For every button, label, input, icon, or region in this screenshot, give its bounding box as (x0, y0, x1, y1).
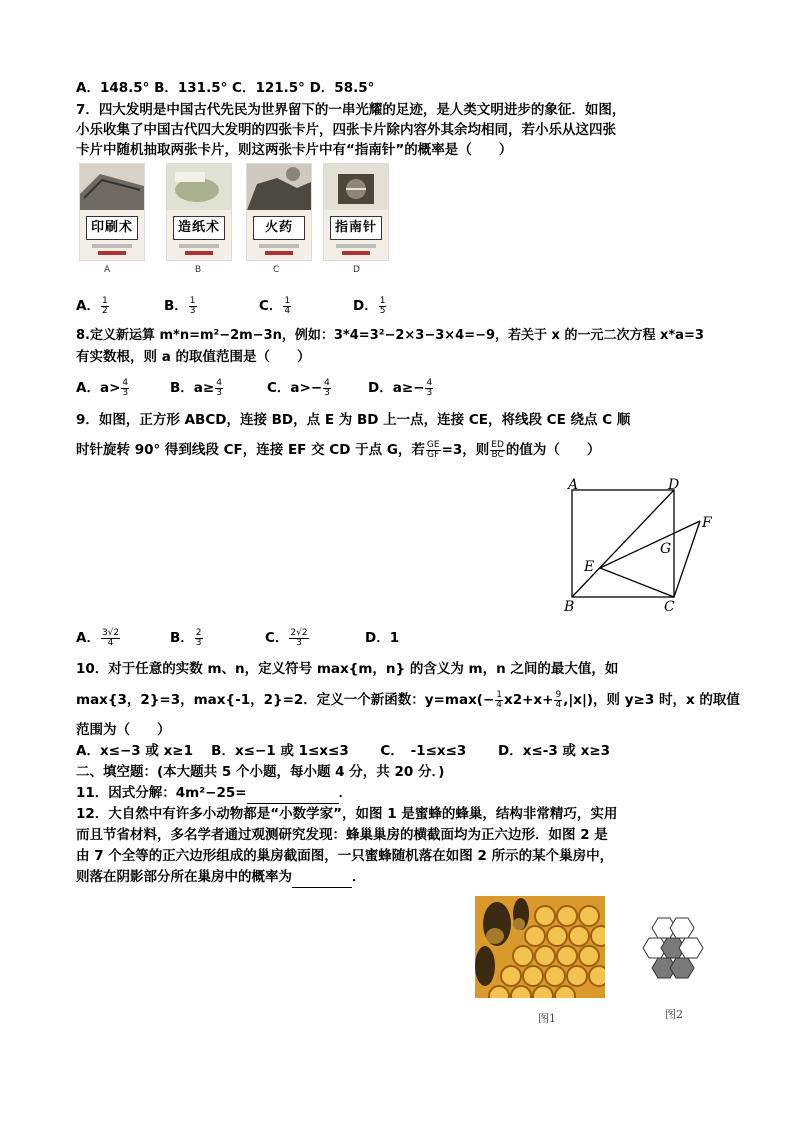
q9-line2-text: =3，则 (441, 442, 490, 458)
card-compass (323, 163, 389, 261)
q12-line1: 12．大自然中有许多小动物都是“小数学家”，如图 1 是蜜蜂的蜂巢，结构非常精巧，实用 (76, 806, 618, 822)
numerator: 9 (555, 689, 562, 700)
q7-option-c[interactable] (259, 296, 292, 316)
q9-option-b[interactable] (170, 628, 204, 648)
numerator: GE (426, 439, 440, 450)
q8-option-b[interactable] (170, 378, 224, 398)
option-letter: B． (170, 380, 194, 396)
option-prefix: a≥ (193, 380, 215, 396)
q9-line2-text: 时针旋转 90° 得到线段 CF，连接 EF 交 CD 于点 G，若 (76, 442, 425, 458)
fraction (554, 691, 562, 710)
hexagon-cells-figure (636, 916, 718, 986)
q10-line2-text: max{3，2}=3，max{-1，2}=2．定义一个新函数：y=max(− (76, 692, 495, 708)
card-logo (265, 251, 293, 255)
fraction (323, 379, 331, 398)
fraction (101, 297, 109, 316)
card-subtitle (336, 244, 376, 248)
option-letter: D． (365, 630, 390, 646)
q11-end: ． (338, 785, 353, 801)
fraction (189, 297, 197, 316)
fraction (215, 379, 223, 398)
denominator: 3 (296, 637, 302, 648)
option-letter: B． (164, 298, 188, 314)
q12-answer-blank[interactable] (292, 867, 352, 888)
paper-image (167, 164, 231, 210)
q6-options: A．148.5° B．131.5° C．121.5° D．58.5° (76, 80, 375, 96)
fraction (289, 629, 308, 648)
option-letter: A． (76, 380, 100, 396)
denominator: 3 (426, 387, 433, 398)
fraction (379, 297, 387, 316)
numerator: 1 (379, 295, 386, 306)
numerator: 4 (324, 377, 330, 388)
point-d-label: D (668, 477, 680, 493)
q7-line2: 小乐收集了中国古代四大发明的四张卡片，四张卡片除内容外其余均相同，若小乐从这四张 (76, 122, 616, 138)
ratio-ed-bc (490, 441, 505, 460)
card-title: 指南针 (330, 216, 382, 240)
q10-line2 (76, 690, 740, 710)
denominator: 5 (379, 305, 386, 316)
option-letter: D． (353, 298, 378, 314)
q11 (76, 783, 352, 804)
numerator: 1 (284, 295, 291, 306)
q9-option-a[interactable] (76, 628, 121, 648)
square-geometry-figure (560, 475, 720, 615)
numerator: 4 (122, 377, 129, 388)
option-letter: B． (170, 630, 194, 646)
numerator: 2√2 (290, 627, 308, 638)
q12-line3: 由 7 个全等的正六边形组成的巢房截面图，一只蜜蜂随机落在如图 2 所示的某个巢房中， (76, 848, 614, 864)
q12-end: ． (352, 869, 366, 885)
q9-option-c[interactable] (265, 628, 310, 648)
q11-text: 11．因式分解：4m²−25= (76, 785, 247, 801)
option-letter: C． (259, 298, 283, 314)
q7-option-a[interactable] (76, 296, 110, 316)
q7-option-d[interactable] (353, 296, 387, 316)
point-g-label: G (660, 541, 672, 557)
card-label-b: B (195, 265, 202, 275)
denominator: 3 (195, 637, 202, 648)
compass-image (324, 164, 388, 210)
card-logo (185, 251, 213, 255)
q12-line2: 而且节省材料，多名学者通过观测研究发现：蜂巢巢房的横截面均为正六边形．如图 2 是 (76, 827, 608, 843)
q10-line2-text: ,|x|)，则 y≥3 时，x 的取值 (563, 692, 740, 708)
card-logo (342, 251, 370, 255)
option-letter: A． (76, 298, 100, 314)
fraction (101, 629, 120, 648)
q8-option-d[interactable] (368, 378, 434, 398)
option-letter: C． (267, 380, 291, 396)
q9-line2 (76, 440, 600, 460)
fraction (495, 691, 503, 710)
fig1-label: 图1 (538, 1012, 556, 1025)
q10-line2-text: x2+x+ (504, 692, 554, 708)
numerator: 1 (101, 295, 108, 306)
option-value: 1 (389, 630, 400, 646)
numerator: 4 (216, 377, 222, 388)
denominator: 3 (324, 387, 330, 398)
printing-image (80, 164, 144, 210)
fraction (425, 379, 433, 398)
q7-line3: 卡片中随机抽取两张卡片，则这两张卡片中有“指南针”的概率是（ ） (76, 142, 513, 158)
numerator: 3√2 (101, 627, 120, 638)
point-a-label: A (568, 477, 579, 493)
fig2-label: 图2 (665, 1008, 683, 1021)
fraction (283, 297, 291, 316)
denominator: 2 (101, 305, 108, 316)
card-title: 造纸术 (173, 216, 225, 240)
q12-line4-text: 则落在阴影部分所在巢房中的概率为 (76, 869, 292, 885)
card-title: 印刷术 (86, 216, 138, 240)
numerator: 1 (496, 689, 503, 700)
q8-option-a[interactable] (76, 378, 130, 398)
option-letter: A． (76, 630, 100, 646)
ratio-ge-gf (426, 441, 441, 460)
denominator: 4 (496, 699, 503, 710)
card-subtitle (179, 244, 219, 248)
denominator: 4 (284, 305, 291, 316)
card-label-c: C (273, 265, 280, 275)
option-prefix: a>− (290, 380, 323, 396)
denominator: GF (427, 449, 440, 460)
section2-heading: 二、填空题：(本大题共 5 个小题，每小题 4 分，共 20 分．) (76, 764, 445, 780)
denominator: 3 (122, 387, 129, 398)
card-logo (98, 251, 126, 255)
gunpowder-image (247, 164, 311, 210)
q11-answer-blank[interactable] (247, 783, 339, 804)
numerator: 2 (195, 627, 202, 638)
fraction (121, 379, 129, 398)
denominator: 3 (189, 305, 196, 316)
numerator: 4 (426, 377, 433, 388)
q9-line1: 9．如图，正方形 ABCD，连接 BD，点 E 为 BD 上一点，连接 CE，将线段 CE 绕点 C 顺 (76, 412, 631, 428)
q8-line1: 8.定义新运算 m*n=m²−2m−3n，例如：3*4=3²−2×3−3×4=−9，若关于 x 的一元二次方程 x*a=3 (76, 328, 704, 343)
q10-options[interactable]: A．x≤−3 或 x≥1 B．x≤−1 或 1≤x≤3 C． -1≤x≤3 D．x≤-3 或 x≥3 (76, 743, 611, 759)
q9-option-d[interactable] (365, 628, 399, 648)
card-paper (166, 163, 232, 261)
card-label-d: D (353, 265, 360, 275)
card-subtitle (259, 244, 299, 248)
point-e-label: E (584, 559, 595, 575)
numerator: 1 (189, 295, 196, 306)
option-letter: C． (265, 630, 289, 646)
denominator: BC (491, 449, 504, 460)
point-f-label: F (702, 515, 712, 531)
q12-line4 (76, 867, 366, 888)
denominator: 4 (555, 699, 562, 710)
point-c-label: C (664, 599, 675, 615)
q10-line3: 范围为（ ） (76, 722, 171, 738)
card-title: 火药 (253, 216, 305, 240)
q8-option-c[interactable] (267, 378, 332, 398)
card-subtitle (92, 244, 132, 248)
denominator: 4 (107, 637, 114, 648)
option-prefix: a≥− (392, 380, 425, 396)
card-label-a: A (104, 265, 111, 275)
honeycomb-photo (475, 896, 605, 998)
denominator: 3 (216, 387, 222, 398)
option-prefix: a> (99, 380, 121, 396)
card-gunpowder (246, 163, 312, 261)
q10-line1: 10．对于任意的实数 m、n，定义符号 max{m，n} 的含义为 m，n 之间的最大值，如 (76, 661, 619, 677)
q7-option-b[interactable] (164, 296, 198, 316)
q9-line2-text: 的值为（ ） (505, 442, 601, 458)
q8-line2: 有实数根，则 a 的取值范围是（ ） (76, 349, 311, 365)
q7-line1: 7．四大发明是中国古代先民为世界留下的一串光耀的足迹，是人类文明进步的象征．如图， (76, 102, 626, 118)
option-letter: D． (368, 380, 393, 396)
card-printing (79, 163, 145, 261)
fraction (195, 629, 203, 648)
point-b-label: B (564, 599, 575, 615)
numerator: ED (491, 439, 504, 450)
